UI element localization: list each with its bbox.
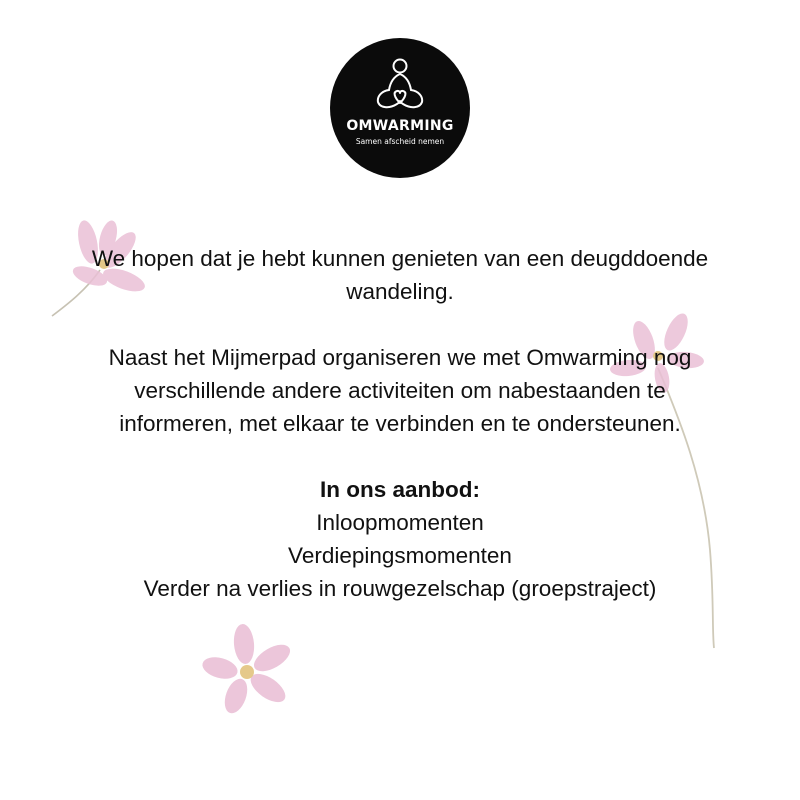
offer-item: Inloopmomenten (316, 510, 484, 535)
offer-item: Verdiepingsmomenten (288, 543, 512, 568)
activities-line: informeren, met elkaar te verbinden en te ondersteunen. (119, 411, 681, 436)
offer-heading: In ons aanbod: (320, 477, 480, 502)
cosmos-flower-icon (200, 622, 300, 717)
message-block (40, 242, 760, 605)
offer-item: Verder na verlies in rouwgezelschap (groepstraject) (143, 576, 657, 601)
meditation-heart-icon (375, 57, 425, 115)
intro-line: wandeling. (346, 279, 454, 304)
intro-line: We hopen dat je hebt kunnen genieten van een deugddoende (91, 246, 709, 271)
omwarming-logo (330, 38, 470, 178)
activities-line: Naast het Mijmerpad organiseren we met Omwarming nog (108, 345, 692, 370)
logo-tagline: Samen afscheid nemen (355, 137, 445, 146)
logo-wordmark: OMWARMING (346, 118, 454, 134)
activities-line: verschillende andere activiteiten om nabestaanden te (134, 378, 666, 403)
